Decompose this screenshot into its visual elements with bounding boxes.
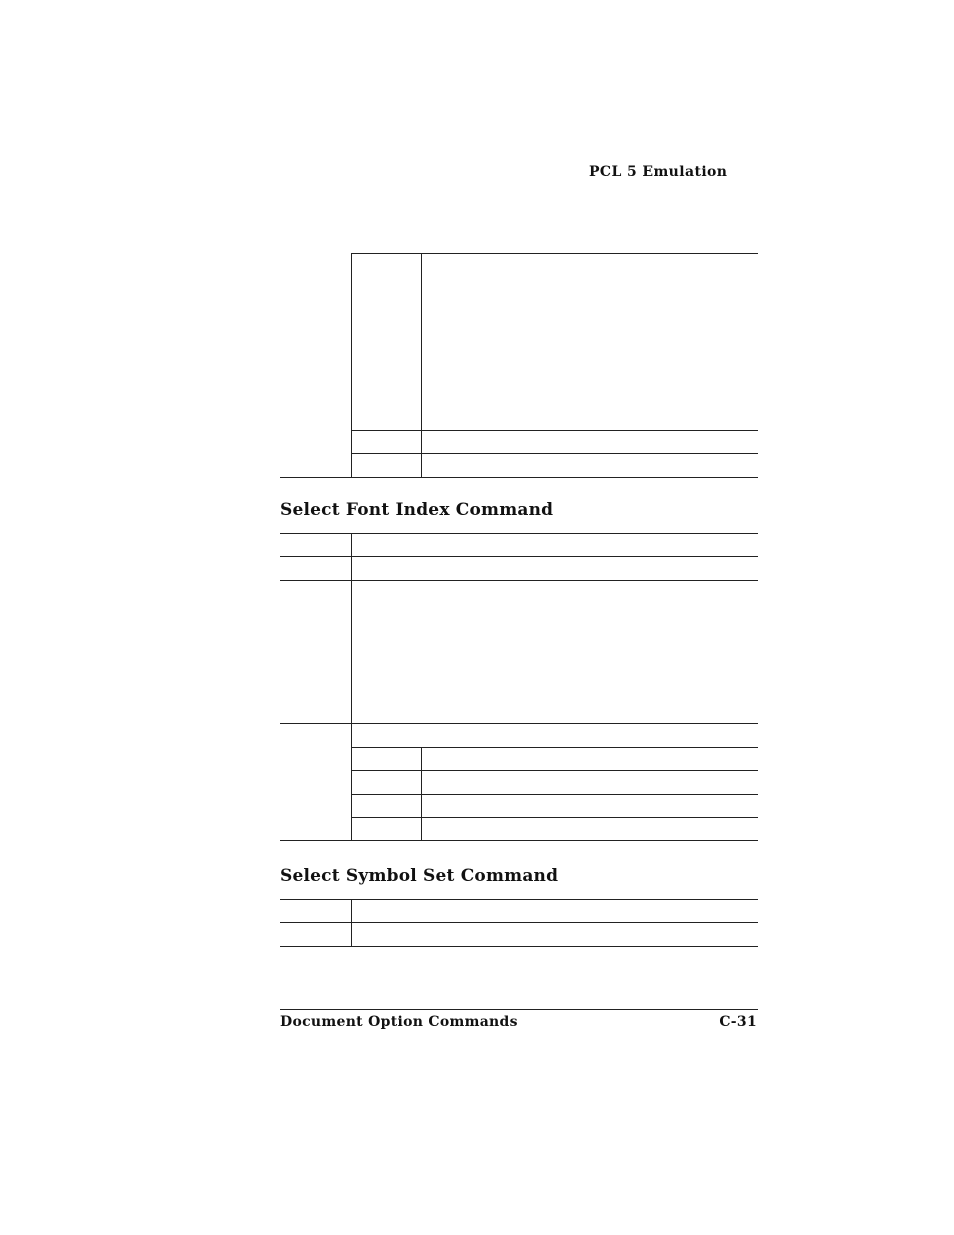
column-divider: [351, 899, 352, 946]
section-title-font-index: Select Font Index Command: [280, 500, 554, 520]
column-divider: [421, 253, 422, 477]
footer-page-number: C-31: [719, 1014, 757, 1030]
footer-chapter-title: Document Option Commands: [280, 1014, 518, 1030]
table-rule: [351, 817, 758, 818]
table-rule: [280, 477, 758, 478]
section-title-symbol-set: Select Symbol Set Command: [280, 866, 559, 886]
table-rule: [351, 253, 758, 254]
table-rule: [280, 946, 758, 947]
table-rule: [280, 840, 758, 841]
column-divider: [351, 253, 352, 477]
table-rule: [351, 453, 758, 454]
footer-rule: [280, 1009, 758, 1010]
table-rule: [351, 794, 758, 795]
table-rule: [351, 430, 758, 431]
column-divider: [421, 747, 422, 840]
table-rule: [351, 747, 758, 748]
running-header-title: PCL 5 Emulation: [589, 164, 728, 180]
table-rule: [351, 770, 758, 771]
